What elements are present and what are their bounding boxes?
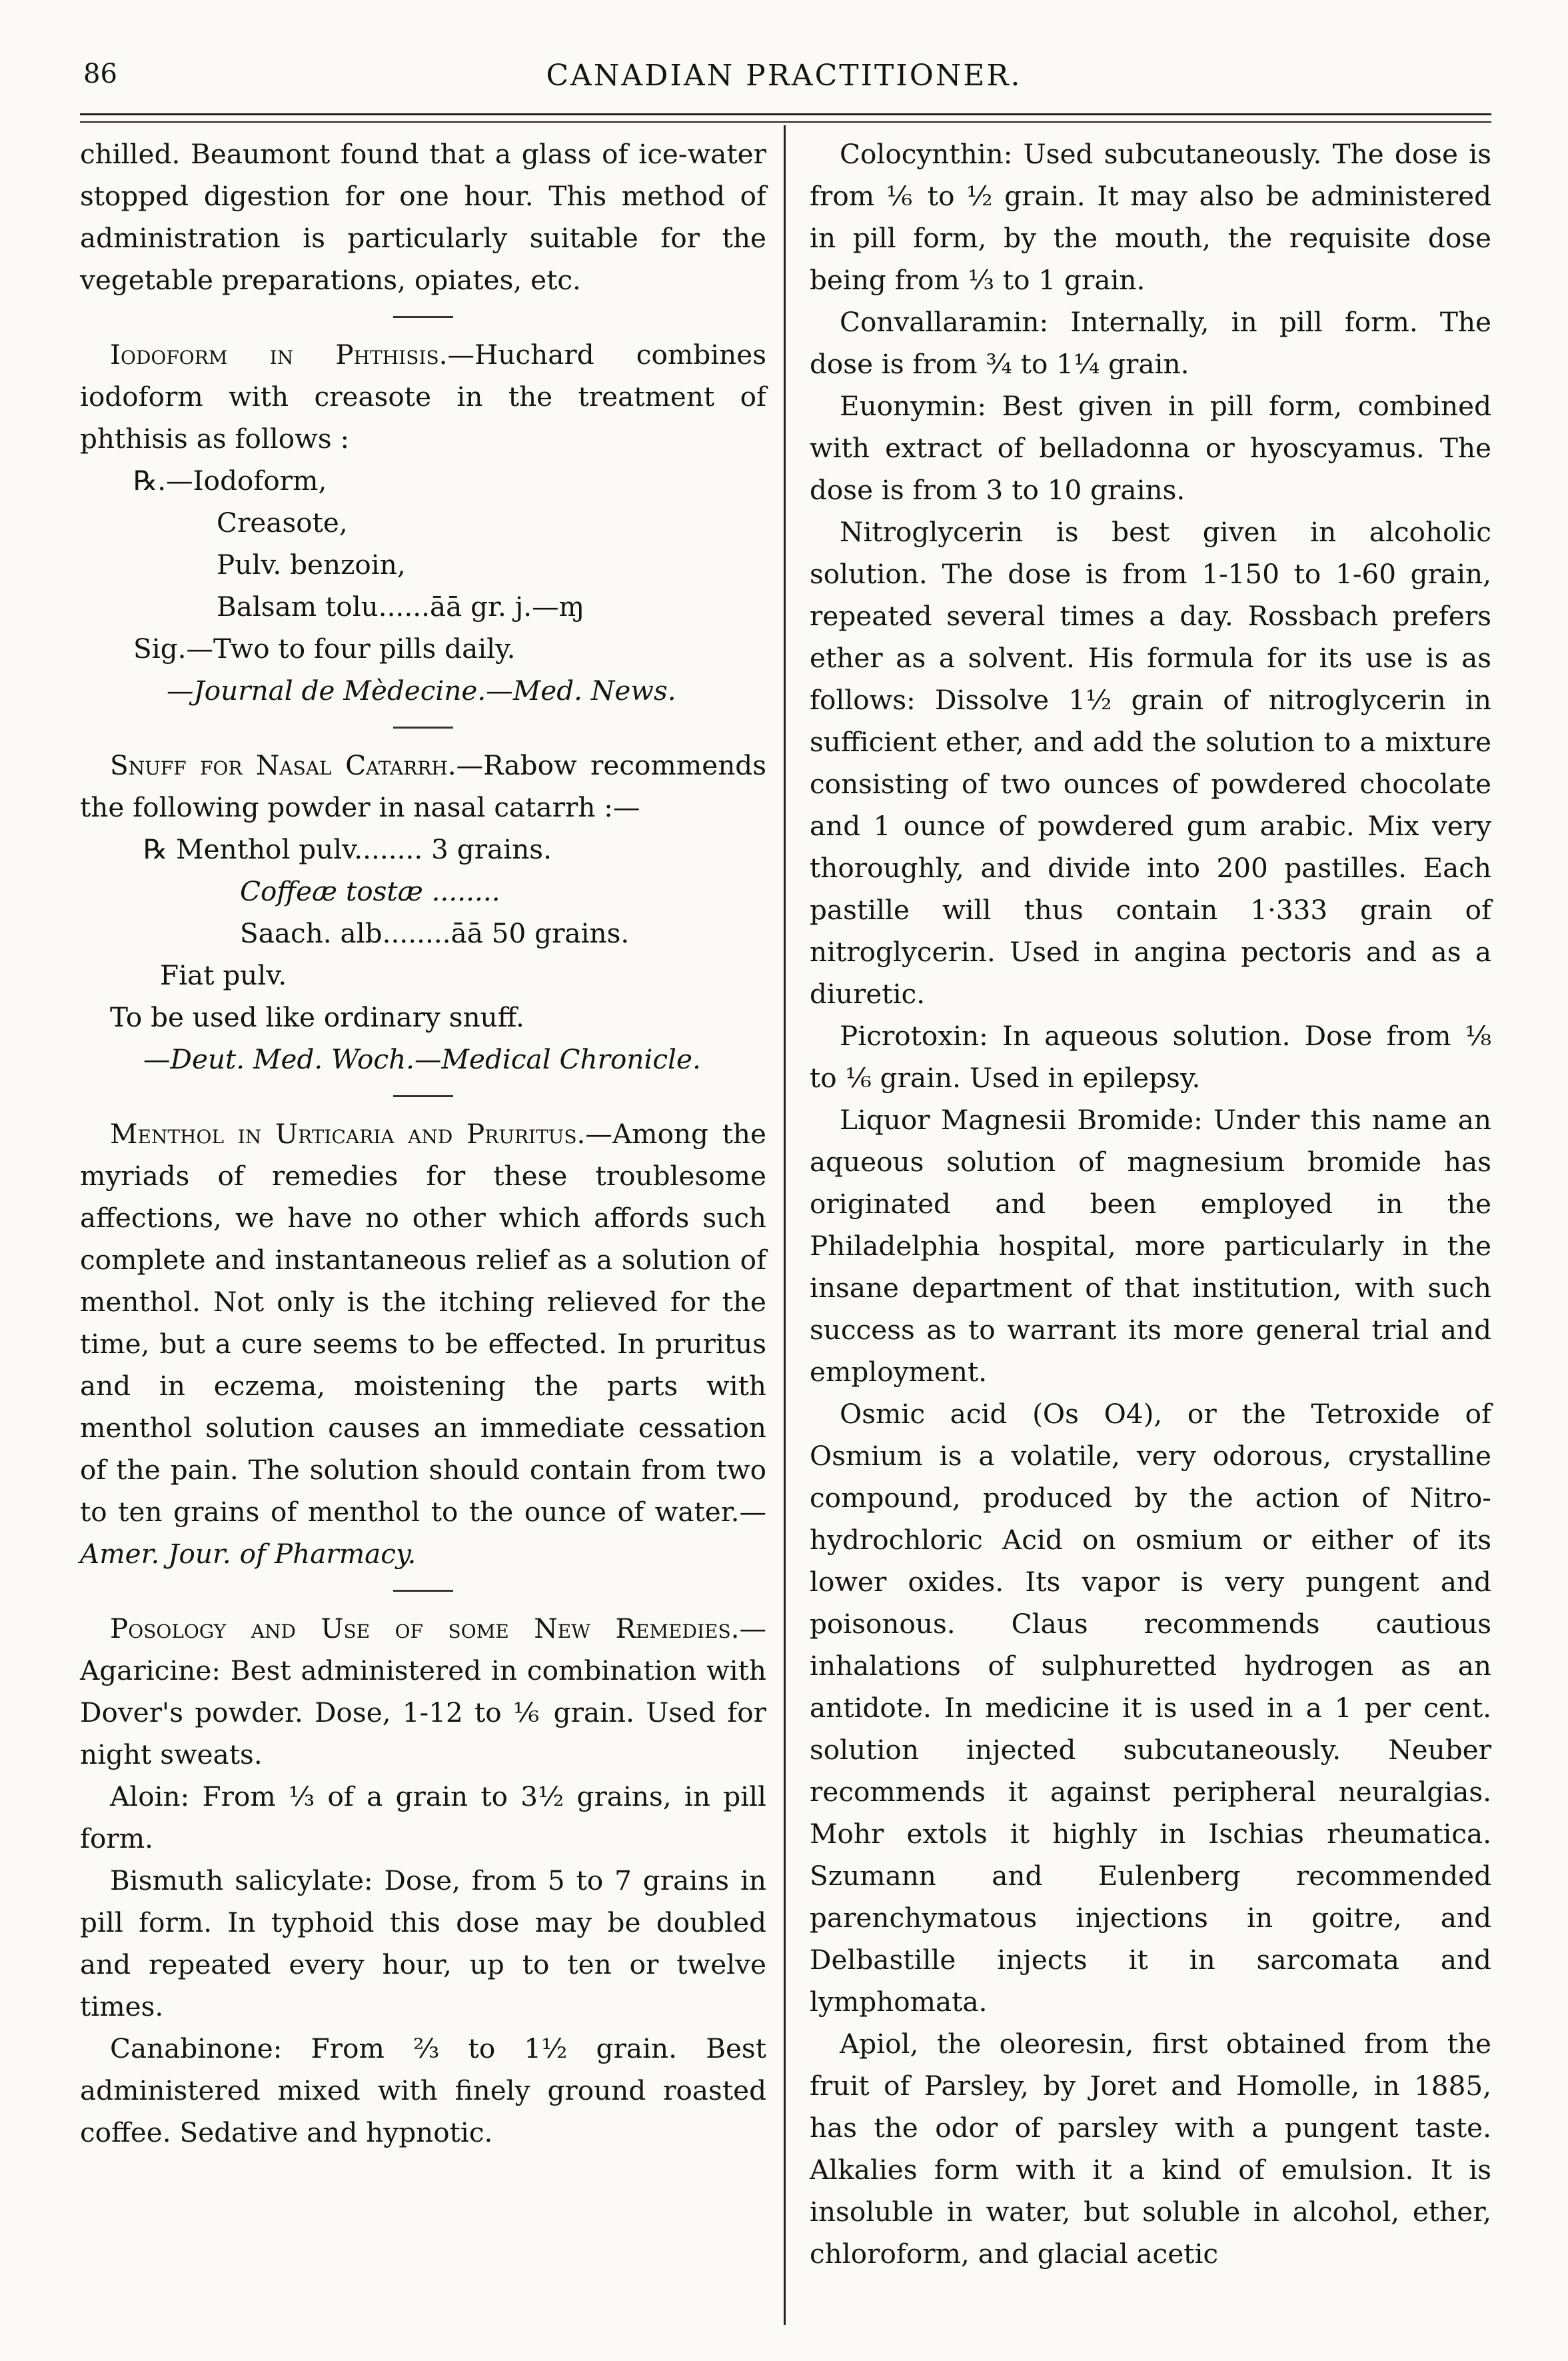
aloin-paragraph: Aloin: From ⅓ of a grain to 3½ grains, in pill form. — [80, 1780, 766, 1854]
snuff-heading: Snuff for Nasal Catarrh. — [110, 749, 456, 781]
iodoform-text: —Huchard combines iodoform with creasote in the treatment of phthisis as follows : — [80, 339, 766, 455]
iodoform-rx-2: Creasote, — [217, 507, 348, 539]
header-rule-top — [80, 113, 1491, 115]
convallaramin-paragraph: Convallaramin: Internally, in pill form. The dose is from ¾ to 1¼ grain. — [810, 306, 1491, 380]
left-column — [80, 133, 766, 2154]
header-rule-bottom — [80, 121, 1491, 123]
right-column — [810, 133, 1491, 2275]
intro-paragraph: chilled. Beaumont found that a glass of ice-water stopped digestion for one hour. This method of administration is particularly suitable for the vegetable preparations, opiates, etc. — [80, 138, 766, 296]
menthol-paragraph — [80, 1113, 766, 1575]
running-head: CANADIAN PRACTITIONER. — [546, 59, 1022, 93]
posology-paragraph — [80, 1608, 766, 1776]
section-rule — [393, 727, 453, 729]
column-divider — [784, 125, 786, 2325]
menthol-heading: Menthol in Urticaria and Pruritus. — [110, 1118, 586, 1150]
snuff-use: To be used like ordinary snuff. — [110, 1001, 524, 1033]
page-number: 86 — [83, 59, 117, 89]
snuff-rx-1: ℞ Menthol pulv........ 3 grains. — [143, 833, 552, 865]
iodoform-paragraph — [80, 334, 766, 460]
iodoform-citation: —Journal de Mèdecine.—Med. News. — [167, 675, 676, 707]
iodoform-heading: Iodoform in Phthisis. — [110, 339, 448, 371]
iodoform-rx-1: ℞.—Iodoform, — [133, 465, 327, 497]
snuff-paragraph — [80, 745, 766, 829]
snuff-rx-3: Saach. alb........āā 50 grains. — [240, 917, 630, 949]
iodoform-rx-4: Balsam tolu......āā gr. j.—ɱ — [217, 591, 585, 623]
apiol-paragraph: Apiol, the oleoresin, first obtained from the fruit of Parsley, by Joret and Homolle, in 1885, has the odor of parsley with a pungent taste. Alkalies form with it a kind of emulsion. It is insoluble in water, but soluble in alcohol, ether, chloroform, and glacial acetic — [810, 2028, 1491, 2270]
section-rule — [393, 1095, 453, 1097]
menthol-text: —Among the myriads of remedies for these troublesome affections, we have no other which affords such complete and instantaneous relief as a solution of menthol. Not only is the itching relieved for the time, but a cure seems to be effected. In pruritus and in eczema, moistening the parts with menthol solution causes an immediate cessation of the pain. The solution should contain from two to ten grains of menthol to the ounce of water. — [80, 1118, 766, 1528]
bismuth-paragraph: Bismuth salicylate: Dose, from 5 to 7 grains in pill form. In typhoid this dose may be doubled and repeated every hour, up to ten or twelve times. — [80, 1864, 766, 2022]
colocynthin-paragraph: Colocynthin: Used subcutaneously. The dose is from ⅙ to ½ grain. It may also be administered in pill form, by the mouth, the requisite dose being from ⅓ to 1 grain. — [810, 138, 1491, 296]
posology-text: —Agaricine: Best administered in combination with Dover's powder. Dose, 1-12 to ⅙ grain. Used for night sweats. — [80, 1612, 766, 1770]
menthol-citation: —Amer. Jour. of Pharmacy. — [80, 1496, 766, 1570]
picrotoxin-paragraph: Picrotoxin: In aqueous solution. Dose from ⅛ to ⅙ grain. Used in epilepsy. — [810, 1020, 1491, 1094]
iodoform-rx-3: Pulv. benzoin, — [217, 549, 406, 581]
snuff-citation: —Deut. Med. Woch.—Medical Chronicle. — [143, 1043, 701, 1075]
canabinone-paragraph: Canabinone: From ⅔ to 1½ grain. Best administered mixed with finely ground roasted coffee. Sedative and hypnotic. — [80, 2032, 766, 2148]
snuff-rx-4: Fiat pulv. — [160, 959, 287, 991]
section-rule — [393, 316, 453, 318]
liquor-paragraph: Liquor Magnesii Bromide: Under this name an aqueous solution of magnesium bromide has originated and been employed in the Philadelphia hospital, more particularly in the insane department of that institution, with such success as to warrant its more general trial and employment. — [810, 1104, 1491, 1388]
page-header — [0, 59, 1568, 119]
snuff-text: —Rabow recommends the following powder in nasal catarrh :— — [80, 749, 767, 823]
posology-heading: Posology and Use of some New Remedies. — [110, 1612, 740, 1644]
osmic-acid-paragraph: Osmic acid (Os O4), or the Tetroxide of Osmium is a volatile, very odorous, crystalline compound, produced by the action of Nitro-hydrochloric Acid on osmium or either of its lower oxides. Its vapor is very pungent and poisonous. Claus recommends cautious inhalations of sulphuretted hydrogen as an antidote. In medicine it is used in a 1 per cent. solution injected subcutaneously. Neuber recommends it against peripheral neuralgias. Mohr extols it highly in Ischias rheumatica. Szumann and Eulenberg recommended parenchymatous injections in goitre, and Delbastille injects it in sarcomata and lymphomata. — [810, 1398, 1491, 2018]
iodoform-sig: Sig.—Two to four pills daily. — [133, 633, 516, 665]
nitroglycerin-paragraph: Nitroglycerin is best given in alcoholic solution. The dose is from 1-150 to 1-60 grain, repeated several times a day. Rossbach prefers ether as a solvent. His formula for its use is as follows: Dissolve 1½ grain of nitroglycerin in sufficient ether, and add the solution to a mixture consisting of two ounces of powdered chocolate and 1 ounce of powdered gum arabic. Mix very thoroughly, and divide into 200 pastilles. Each pastille will thus contain 1·333 grain of nitroglycerin. Used in angina pectoris and as a diuretic. — [810, 516, 1491, 1010]
snuff-rx-2: Coffeæ tostæ ........ — [240, 875, 500, 907]
section-rule — [393, 1590, 453, 1592]
euonymin-paragraph: Euonymin: Best given in pill form, combined with extract of belladonna or hyoscyamus. The dose is from 3 to 10 grains. — [810, 390, 1491, 506]
